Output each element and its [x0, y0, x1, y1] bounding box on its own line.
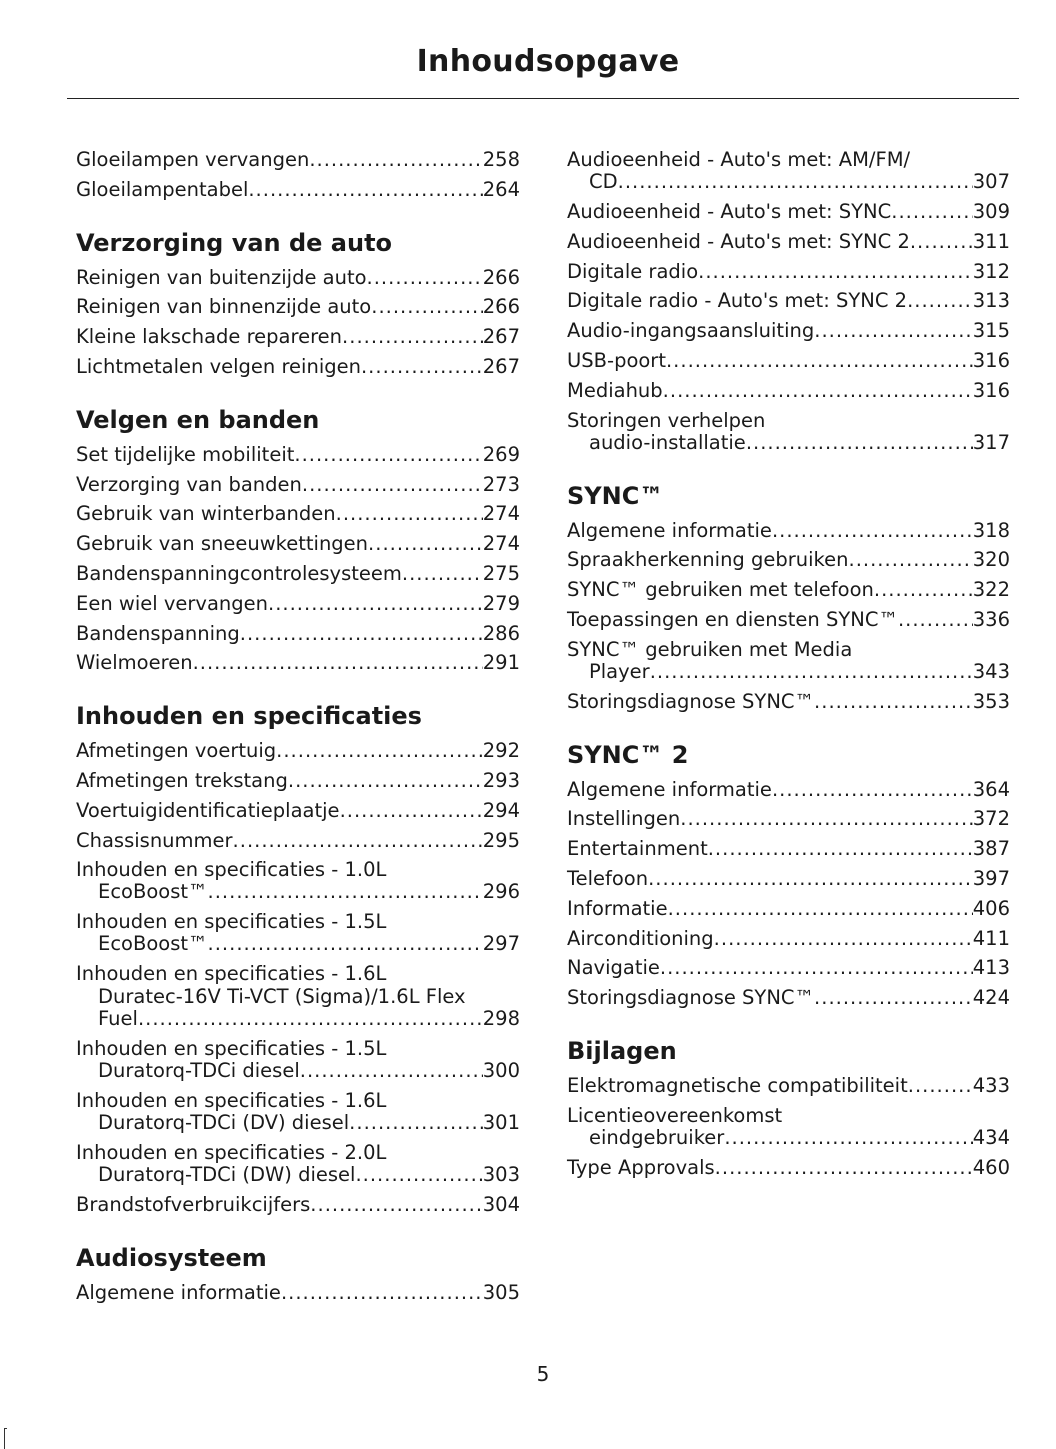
page-title: Inhoudsopgave: [416, 44, 680, 79]
dot-leader: [240, 619, 483, 649]
entry-title: Informatie: [567, 896, 668, 920]
entry-last-line: [567, 432, 1010, 454]
entry-page-number: 322: [972, 578, 1010, 602]
dot-leader: [814, 983, 973, 1013]
entry-page-number: 303: [482, 1163, 520, 1187]
dot-leader: [666, 346, 973, 376]
entry-title: Set tijdelijke mobiliteit: [76, 442, 295, 466]
entry-page-number: 316: [972, 348, 1010, 372]
entry-page-number: 301: [482, 1111, 520, 1135]
section-heading: Verzorging van de auto: [76, 228, 393, 257]
dot-leader: [193, 648, 483, 678]
entry-title-end: Duratorq-TDCi diesel: [98, 1059, 300, 1083]
entry-title-line: Inhouden en specificaties - 1.0L: [76, 858, 387, 882]
dot-leader: [367, 263, 483, 293]
entry-page-number: 311: [972, 229, 1010, 253]
entry-title-end: Duratorq-TDCi (DV) diesel: [98, 1111, 350, 1135]
entry-title: Audioeenheid - Auto's met: SYNC: [567, 200, 892, 223]
dot-leader: [772, 516, 973, 546]
toc-entry[interactable]: [76, 529, 520, 559]
entry-page-number: 292: [482, 739, 520, 763]
toc-entry[interactable]: [567, 575, 1010, 605]
toc-entry[interactable]: [76, 499, 520, 529]
dot-leader: [772, 775, 973, 805]
dot-leader: [208, 933, 483, 955]
toc-entry[interactable]: [567, 864, 1010, 894]
entry-page-number: 424: [972, 986, 1010, 1010]
entry-page-number: 316: [972, 378, 1010, 402]
page-number: 5: [536, 1362, 550, 1386]
dot-leader: [349, 1112, 483, 1134]
entry-title: Type Approvals: [567, 1155, 715, 1179]
entry-title: Gebruik van winterbanden: [76, 502, 336, 526]
entry-title: Afmetingen voertuig: [76, 739, 277, 763]
toc-entry[interactable]: [76, 796, 520, 826]
entry-last-line: [76, 1008, 520, 1030]
entry-title: Bandenspanning: [76, 621, 240, 645]
entry-page-number: 267: [482, 354, 520, 378]
entry-page-number: 304: [482, 1193, 520, 1217]
entry-page-number: 460: [972, 1155, 1010, 1179]
toc-entry[interactable]: [567, 775, 1010, 805]
entry-title: Gloeilampentabel: [76, 177, 249, 201]
entry-title-line: Inhouden en specificaties - 2.0L: [76, 1141, 387, 1165]
entry-title: Gloeilampen vervangen: [76, 148, 310, 171]
entry-page-number: 267: [482, 325, 520, 349]
toc-entry[interactable]: [567, 1071, 1010, 1101]
entry-page-number: 411: [972, 926, 1010, 950]
dot-leader: [907, 286, 973, 316]
dot-leader: [618, 171, 973, 193]
entry-title: Airconditioning: [567, 926, 714, 950]
entry-page-number: 275: [482, 561, 520, 585]
toc-entry[interactable]: [76, 559, 520, 589]
entry-title: Navigatie: [567, 956, 660, 980]
entry-title: Storingsdiagnose SYNC™: [567, 689, 815, 713]
entry-title: Digitale radio: [567, 259, 699, 283]
toc-entry[interactable]: [76, 648, 520, 678]
entry-page-number: 317: [972, 430, 1010, 454]
dot-leader: [668, 894, 973, 924]
dot-leader: [302, 470, 483, 500]
toc-entry[interactable]: [567, 257, 1010, 287]
entry-page-number: 279: [482, 591, 520, 615]
dot-leader: [368, 529, 483, 559]
dot-leader: [268, 589, 483, 619]
dot-leader: [908, 1071, 973, 1101]
dot-leader: [660, 953, 973, 983]
entry-title: Brandstofverbruikcijfers: [76, 1193, 311, 1217]
entry-last-line: [76, 1060, 520, 1082]
header-divider: [67, 98, 1019, 99]
section-heading: Velgen en banden: [76, 405, 320, 434]
dot-leader: [340, 796, 483, 826]
entry-page-number: 434: [972, 1125, 1010, 1149]
dot-leader: [371, 292, 483, 322]
toc-entry[interactable]: [76, 1190, 520, 1220]
entry-last-line: [567, 1127, 1010, 1149]
toc-entry[interactable]: [76, 1138, 520, 1190]
toc-entry[interactable]: [567, 286, 1010, 316]
toc-entry[interactable]: [567, 924, 1010, 954]
entry-page-number: 336: [972, 607, 1010, 631]
dot-leader: [708, 834, 973, 864]
entry-page-number: 313: [972, 289, 1010, 313]
dot-leader: [355, 1164, 482, 1186]
entry-page-number: 264: [482, 177, 520, 201]
entry-title-line: Duratec-16V Ti-VCT (Sigma)/1.6L Flex: [98, 985, 466, 1009]
entry-page-number: 305: [482, 1281, 520, 1305]
entry-title: Reinigen van buitenzijde auto: [76, 265, 367, 289]
toc-entry[interactable]: [567, 635, 1010, 687]
dot-leader: [342, 322, 483, 352]
entry-page-number: 413: [972, 956, 1010, 980]
entry-page-number: 309: [972, 200, 1010, 223]
toc-entry[interactable]: [76, 855, 520, 907]
entry-last-line: [76, 933, 520, 955]
entry-title: Gebruik van sneeuwkettingen: [76, 532, 369, 556]
crop-mark: [4, 1428, 7, 1449]
dot-leader: [814, 687, 973, 717]
entry-page-number: 274: [482, 532, 520, 556]
dot-leader: [663, 376, 973, 406]
entry-title: Algemene informatie: [567, 518, 772, 542]
entry-last-line: [76, 881, 520, 903]
toc-entry[interactable]: [76, 1086, 520, 1138]
entry-title: Audio-ingangsaansluiting: [567, 319, 815, 343]
entry-title: Een wiel vervangen: [76, 591, 268, 615]
dot-leader: [336, 499, 483, 529]
dot-leader: [715, 1153, 973, 1183]
entry-title: Entertainment: [567, 837, 708, 861]
entry-title: Elektromagnetische compatibiliteit: [567, 1073, 908, 1097]
entry-title-end: eindgebruiker: [589, 1125, 725, 1149]
entry-title-line: Inhouden en specificaties - 1.5L: [76, 1037, 387, 1061]
entry-title: Mediahub: [567, 378, 663, 402]
dot-leader: [680, 804, 973, 834]
toc-entry[interactable]: [76, 1278, 520, 1308]
dot-leader: [746, 432, 973, 454]
entry-page-number: 387: [972, 837, 1010, 861]
toc-entry[interactable]: [76, 766, 520, 796]
toc-entry[interactable]: [567, 804, 1010, 834]
toc-entry[interactable]: [567, 197, 1010, 227]
entry-title-line: Inhouden en specificaties - 1.5L: [76, 910, 387, 934]
entry-page-number: 274: [482, 502, 520, 526]
entry-page-number: 433: [972, 1073, 1010, 1097]
entry-title: Verzorging van banden: [76, 472, 302, 496]
toc-entry[interactable]: [567, 406, 1010, 458]
entry-page-number: 296: [482, 880, 520, 904]
entry-title-line: Inhouden en specificaties - 1.6L: [76, 962, 387, 986]
entry-title: Reinigen van binnenzijde auto: [76, 295, 372, 319]
toc-entry[interactable]: [76, 352, 520, 382]
entry-page-number: 298: [482, 1007, 520, 1031]
dot-leader: [248, 175, 482, 205]
entry-title-end: Fuel: [98, 1007, 138, 1031]
dot-leader: [898, 605, 973, 635]
entry-page-number: 364: [972, 777, 1010, 801]
entry-title-end: audio-installatie: [589, 430, 746, 454]
dot-leader: [849, 545, 973, 575]
entry-title: Instellingen: [567, 807, 681, 831]
entry-title: Toepassingen en diensten SYNC™: [567, 607, 898, 631]
toc-right-column: [567, 145, 1010, 1183]
dot-leader: [276, 736, 483, 766]
section-heading: Bijlagen: [567, 1036, 677, 1065]
toc-entry[interactable]: [567, 316, 1010, 346]
entry-page-number: 320: [972, 548, 1010, 572]
dot-leader: [910, 227, 973, 257]
toc-entry[interactable]: [76, 736, 520, 766]
toc-entry[interactable]: [567, 376, 1010, 406]
dot-leader: [402, 559, 483, 589]
entry-title-line: Licentieovereenkomst: [567, 1103, 783, 1127]
entry-last-line: [567, 661, 1010, 683]
entry-title-end: Duratorq-TDCi (DW) diesel: [98, 1163, 356, 1187]
entry-page-number: 293: [482, 768, 520, 792]
dot-leader: [288, 766, 483, 796]
toc-entry[interactable]: [76, 907, 520, 959]
dot-leader: [814, 316, 973, 346]
entry-title: Wielmoeren: [76, 651, 193, 675]
dot-leader: [309, 145, 482, 175]
entry-title-line: Storingen verhelpen: [567, 408, 766, 432]
entry-page-number: 318: [972, 518, 1010, 542]
toc-entry[interactable]: [567, 227, 1010, 257]
entry-last-line: [76, 1164, 520, 1186]
entry-page-number: 406: [972, 896, 1010, 920]
dot-leader: [714, 924, 973, 954]
toc-entry[interactable]: [76, 322, 520, 352]
dot-leader: [233, 826, 483, 856]
toc-entry[interactable]: [567, 545, 1010, 575]
dot-leader: [698, 257, 973, 287]
entry-page-number: 300: [482, 1059, 520, 1083]
toc-entry[interactable]: [76, 1034, 520, 1086]
toc-entry[interactable]: [567, 687, 1010, 717]
toc-entry[interactable]: [76, 959, 520, 1034]
entry-title-end: Player: [589, 659, 650, 683]
entry-title: Telefoon: [567, 866, 649, 890]
entry-page-number: 269: [482, 442, 520, 466]
entry-title-end: CD: [589, 170, 618, 193]
entry-page-number: 372: [972, 807, 1010, 831]
toc-entry[interactable]: [76, 589, 520, 619]
entry-page-number: 286: [482, 621, 520, 645]
entry-title-line: Inhouden en specificaties - 1.6L: [76, 1089, 387, 1113]
entry-title-end: EcoBoost™: [98, 880, 208, 904]
toc-entry[interactable]: [567, 145, 1010, 197]
entry-title: Kleine lakschade repareren: [76, 325, 343, 349]
toc-entry[interactable]: [76, 826, 520, 856]
toc-entry[interactable]: [76, 175, 520, 205]
entry-title: Digitale radio - Auto's met: SYNC 2: [567, 289, 908, 313]
dot-leader: [724, 1127, 972, 1149]
entry-page-number: 258: [482, 148, 520, 171]
entry-title: Lichtmetalen velgen reinigen: [76, 354, 361, 378]
toc-entry[interactable]: [567, 346, 1010, 376]
entry-page-number: 291: [482, 651, 520, 675]
entry-page-number: 397: [972, 866, 1010, 890]
entry-title: USB-poort: [567, 348, 666, 372]
section-heading: SYNC™: [567, 481, 664, 510]
dot-leader: [138, 1008, 483, 1030]
entry-page-number: 343: [972, 659, 1010, 683]
entry-page-number: 266: [482, 295, 520, 319]
entry-title: Storingsdiagnose SYNC™: [567, 986, 815, 1010]
dot-leader: [650, 661, 973, 683]
dot-leader: [891, 197, 973, 227]
entry-title: Algemene informatie: [567, 777, 772, 801]
toc-entry[interactable]: [76, 292, 520, 322]
toc-entry[interactable]: [567, 1153, 1010, 1183]
entry-title: Spraakherkenning gebruiken: [567, 548, 849, 572]
dot-leader: [648, 864, 973, 894]
toc-entry[interactable]: [567, 605, 1010, 635]
entry-title-line: SYNC™ gebruiken met Media: [567, 637, 853, 661]
toc-entry[interactable]: [76, 619, 520, 649]
dot-leader: [281, 1278, 483, 1308]
toc-entry[interactable]: [567, 1101, 1010, 1153]
entry-page-number: 273: [482, 472, 520, 496]
dot-leader: [300, 1060, 483, 1082]
entry-page-number: 295: [482, 828, 520, 852]
toc-left-column: [76, 145, 520, 1308]
entry-title: SYNC™ gebruiken met telefoon: [567, 578, 874, 602]
entry-page-number: 297: [482, 932, 520, 956]
entry-page-number: 315: [972, 319, 1010, 343]
entry-title: Afmetingen trekstang: [76, 768, 288, 792]
toc-entry[interactable]: [567, 983, 1010, 1013]
section-heading: Audiosysteem: [76, 1244, 267, 1273]
toc-entry[interactable]: [567, 516, 1010, 546]
toc-entry[interactable]: [76, 470, 520, 500]
toc-entry[interactable]: [76, 263, 520, 293]
entry-page-number: 353: [972, 689, 1010, 713]
entry-title: Voertuigidentificatieplaatje: [76, 798, 340, 822]
entry-title-end: EcoBoost™: [98, 932, 208, 956]
entry-last-line: [76, 1112, 520, 1134]
dot-leader: [294, 440, 482, 470]
entry-last-line: [567, 171, 1010, 193]
entry-title: Bandenspanningcontrolesysteem: [76, 561, 402, 585]
entry-page-number: 266: [482, 265, 520, 289]
section-heading: SYNC™ 2: [567, 740, 689, 769]
dot-leader: [361, 352, 483, 382]
section-heading: Inhouden en specificaties: [76, 702, 422, 731]
entry-title-line: Audioeenheid - Auto's met: AM/FM/: [567, 148, 911, 171]
dot-leader: [208, 881, 483, 903]
dot-leader: [310, 1190, 482, 1220]
entry-page-number: 312: [972, 259, 1010, 283]
toc-entry[interactable]: [567, 894, 1010, 924]
toc-entry[interactable]: [567, 834, 1010, 864]
entry-title: Chassisnummer: [76, 828, 233, 852]
entry-title: Audioeenheid - Auto's met: SYNC 2: [567, 229, 910, 253]
toc-entry[interactable]: [76, 145, 520, 175]
toc-entry[interactable]: [567, 953, 1010, 983]
entry-title: Algemene informatie: [76, 1281, 281, 1305]
toc-entry[interactable]: [76, 440, 520, 470]
entry-page-number: 294: [482, 798, 520, 822]
dot-leader: [874, 575, 973, 605]
entry-page-number: 307: [972, 170, 1010, 193]
